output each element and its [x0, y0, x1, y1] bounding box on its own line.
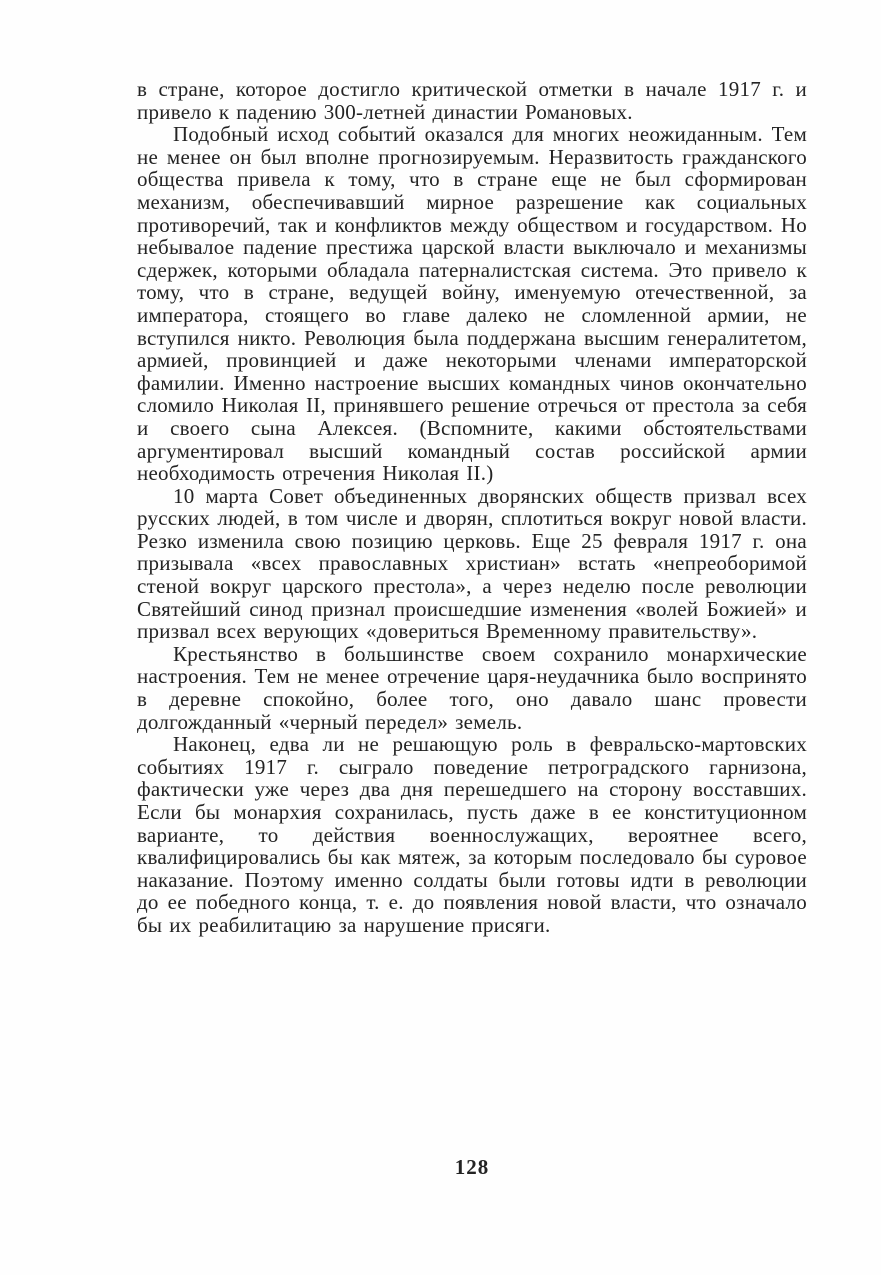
paragraph: Наконец, едва ли не решающую роль в февральско-мартовских событиях 1917 г. сыграло поведение петроградского гарнизона, фактически уже через два дня перешедшего на сторону восставших. Если бы монархия сохранилась, пусть даже в ее конституционном варианте, то действия военнослужащих, вероятнее всего, квалифицировались бы как мятеж, за которым последовало бы суровое наказание. Поэтому именно солдаты были готовы идти в революции до ее победного конца, т. е. до появления новой власти, что означало бы их реабилитацию за нарушение присяги. [137, 732, 807, 937]
paragraph: Подобный исход событий оказался для многих неожиданным. Тем не менее он был вполне прогнозируемым. Неразвитость гражданского общества привела к тому, что в стране еще не был сформирован механизм, обеспечивавший мирное разрешение как социальных противоречий, так и конфликтов между обществом и государством. Но небывалое падение престижа царской власти выключало и механизмы сдержек, которыми обладала патерналистская система. Это привело к тому, что в стране, ведущей войну, именуемую отечественной, за императора, стоящего во главе далеко не сломленной армии, не вступился никто. Революция была поддержана высшим генералитетом, армией, провинцией и даже некоторыми членами императорской фамилии. Именно настроение высших командных чинов окончательно сломило Николая II, принявшего решение отречься от престола за себя и своего сына Алексея. (Вспомните, какими обстоятельствами аргументировал высший командный состав российской армии необходимость отречения Николая II.) [137, 122, 807, 486]
body-text [137, 78, 807, 937]
paragraph: Крестьянство в большинстве своем сохранило монархические настроения. Тем не менее отречение царя-неудачника было воспринято в деревне спокойно, более того, оно давало шанс провести долгожданный «черный передел» земель. [137, 641, 807, 734]
page-number: 128 [454, 1155, 490, 1179]
paragraph: 10 марта Совет объединенных дворянских обществ призвал всех русских людей, в том числе и дворян, сплотиться вокруг новой власти. Резко изменила свою позицию церковь. Еще 25 февраля 1917 г. она призывала «всех православных христиан» встать «непреоборимой стеной вокруг царского престола», а через неделю после революции Святейший синод признал происшедшие изменения «волей Божией» и призвал всех верующих «довериться Временному правительству». [137, 483, 807, 644]
paragraph-continuation: в стране, которое достигло критической отметки в начале 1917 г. и привело к падению 300-летней династии Романовых. [137, 77, 807, 124]
